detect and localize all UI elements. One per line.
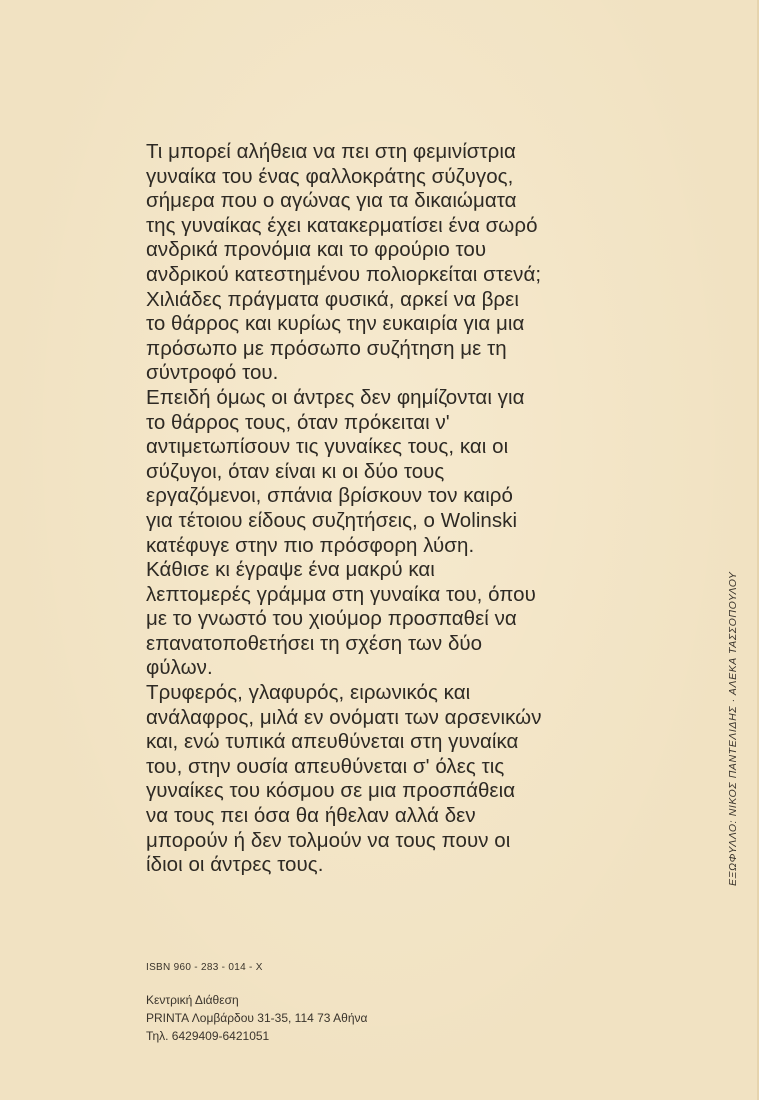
blurb-line: γυναίκα του ένας φαλλοκράτης σύζυγος, xyxy=(146,164,514,188)
blurb-line: πρόσωπο με πρόσωπο συζήτηση με τη xyxy=(146,336,507,360)
blurb-line: Επειδή όμως οι άντρες δεν φημίζονται για xyxy=(146,385,525,409)
cover-credit xyxy=(727,526,743,886)
blurb-line: ανδρικά προνόμια και το φρούριο του xyxy=(146,238,487,262)
blurb-line: σήμερα που ο αγώνας για τα δικαιώματα xyxy=(146,189,517,213)
isbn: ISBN 960 - 283 - 014 - X xyxy=(146,962,263,973)
blurb-line: Χιλιάδες πράγματα φυσικά, αρκεί να βρει xyxy=(146,287,519,311)
blurb-line: για τέτοιου είδους συζητήσεις, ο Wolinski xyxy=(146,508,518,532)
blurb-line: σύντροφό του. xyxy=(146,361,279,385)
blurb-line: της γυναίκας έχει κατακερματίσει ένα σωρό xyxy=(146,213,538,237)
blurb-line: το θάρρος και κυρίως την ευκαιρία για μια xyxy=(146,312,525,336)
blurb-line: ίδιοι οι άντρες τους. xyxy=(146,853,324,877)
blurb-line: λεπτομερές γράμμα στη γυναίκα του, όπου xyxy=(146,582,536,606)
blurb-line: Τι μπορεί αλήθεια να πει στη φεμινίστρια xyxy=(146,140,516,163)
distribution-phone: Τηλ. 6429409-6421051 xyxy=(146,1029,270,1043)
blurb-line: ανάλαφρος, μιλά εν ονόματι των αρσενικών xyxy=(146,705,542,729)
blurb-line: κατέφυγε στην πιο πρόσφορη λύση. xyxy=(146,533,475,557)
blurb-line: ανδρικού κατεστημένου πολιορκείται στενά; xyxy=(146,262,542,286)
blurb-line: εργαζόμενοι, σπάνια βρίσκουν τον καιρό xyxy=(146,484,513,508)
blurb-line: του, στην ουσία απευθύνεται σ' όλες τις xyxy=(146,754,505,778)
blurb-line: γυναίκες του κόσμου σε μια προσπάθεια xyxy=(146,779,516,803)
blurb-line: μπορούν ή δεν τολμούν να τους πουν οι xyxy=(146,828,511,852)
distribution-address: PRINTA Λομβάρδου 31-35, 114 73 Αθήνα xyxy=(146,1011,368,1025)
blurb-line: και, ενώ τυπικά απευθύνεται στη γυναίκα xyxy=(146,730,519,754)
blurb-line: φύλων. xyxy=(146,656,213,680)
blurb-line: Κάθισε κι έγραψε ένα μακρύ και xyxy=(146,558,435,582)
blurb-line: αντιμετωπίσουν τις γυναίκες τους, και οι xyxy=(146,435,509,459)
cover-credit-text: ΕΞΩΦΥΛΛΟ: ΝΙΚΟΣ ΠΑΝΤΕΛΙΔΗΣ · ΑΛΕΚΑ ΤΑΣΣΟΠΟΥΛΟΥ xyxy=(727,571,739,886)
blurb-line: το θάρρος τους, όταν πρόκειται ν' xyxy=(146,410,450,434)
blurb-line: με το γνωστό του χιούμορ προσπαθεί να xyxy=(146,607,517,631)
blurb-line: Τρυφερός, γλαφυρός, ειρωνικός και xyxy=(146,681,471,705)
distribution-heading: Κεντρική Διάθεση xyxy=(146,993,239,1007)
blurb-line: σύζυγοι, όταν είναι κι οι δύο τους xyxy=(146,459,445,483)
distribution-info xyxy=(146,991,367,1045)
blurb-text xyxy=(146,140,616,878)
blurb-line: επανατοποθετήσει τη σχέση των δύο xyxy=(146,631,483,655)
blurb-line: να τους πει όσα θα ήθελαν αλλά δεν xyxy=(146,804,476,828)
